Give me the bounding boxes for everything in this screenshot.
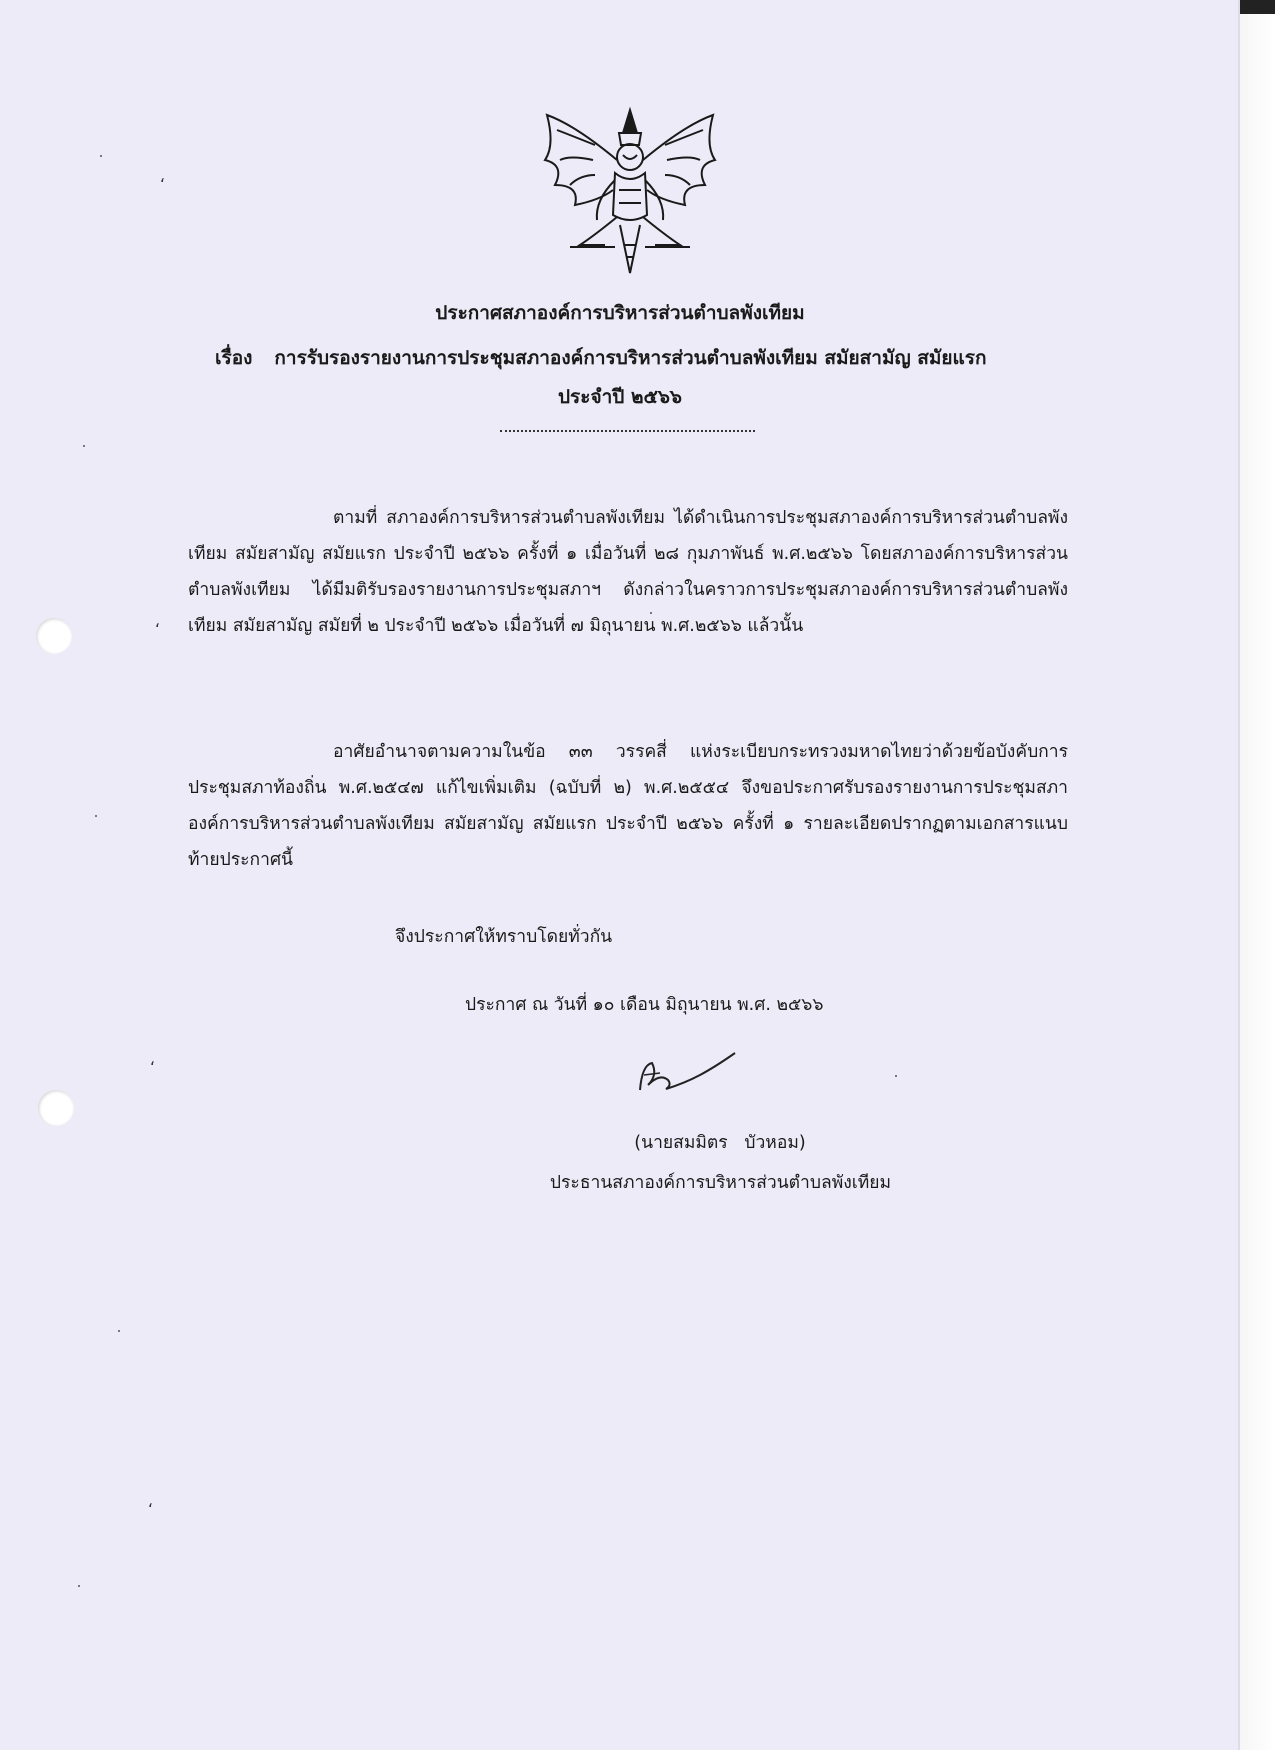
scanner-margin [1240, 0, 1275, 1750]
handwritten-signature [630, 1045, 740, 1100]
subject-label: เรื่อง [215, 347, 253, 369]
paper-speck [118, 1330, 120, 1332]
garuda-emblem-icon [535, 105, 725, 280]
margin-tick: ʻ [148, 1500, 154, 1519]
punch-hole [38, 1090, 74, 1126]
paper-speck [650, 612, 652, 614]
scanner-corner-mark [1240, 0, 1275, 14]
paper-speck [78, 1585, 80, 1587]
paper-speck [83, 445, 85, 447]
punch-hole [36, 618, 72, 654]
paper-speck [100, 155, 102, 157]
subject-text: การรับรองรายงานการประชุมสภาองค์การบริหารส่วนตำบลพังเทียม สมัยสามัญ สมัยแรก [274, 347, 987, 369]
margin-tick: ʻ [155, 620, 161, 639]
subject-line [215, 343, 1075, 373]
signer-name: (นายสมมิตร บัวหอม) [634, 1133, 806, 1153]
paragraph-one-text: ตามที่ สภาองค์การบริหารส่วนตำบลพังเทียม ได้ดำเนินการประชุมสภาองค์การบริหารส่วนตำบลพังเทียม สมัยสามัญ สมัยแรก ประจำปี ๒๕๖๖ ครั้งที่ ๑ เมื่อวันที่ ๒๘ กุมภาพันธ์ พ.ศ.๒๕๖๖ โดยสภาองค์การบริหารส่วนตำบลพังเทียม ได้มีมติรับรองรายงานการประชุมสภาฯ ดังกล่าวในคราวการประชุมสภาองค์การบริหารส่วนตำบลพังเทียม สมัยสามัญ สมัยที่ ๒ ประจำปี ๒๕๖๖ เมื่อวันที่ ๗ มิถุนายน พ.ศ.๒๕๖๖ แล้วนั้น [188, 508, 1068, 636]
paragraph-two-text: อาศัยอำนาจตามความในข้อ ๓๓ วรรคสี่ แห่งระเบียบกระทรวงมหาดไทยว่าด้วยข้อบังคับการประชุมสภาท้องถิ่น พ.ศ.๒๕๔๗ แก้ไขเพิ่มเติม (ฉบับที่ ๒) พ.ศ.๒๕๕๔ จึงขอประกาศรับรองรายงานการประชุมสภาองค์การบริหารส่วนตำบลพังเทียม สมัยสามัญ สมัยแรก ประจำปี ๒๕๖๖ ครั้งที่ ๑ รายละเอียดปรากฏตามเอกสารแนบท้ายประกาศนี้ [188, 742, 1068, 870]
paragraph-two [188, 734, 1068, 878]
margin-tick: ʻ [160, 175, 166, 194]
closing-statement: จึงประกาศให้ทราบโดยทั่วกัน [395, 927, 613, 947]
signer-title: ประธานสภาองค์การบริหารส่วนตำบลพังเทียม [549, 1173, 892, 1193]
subject-year: ประจำปี ๒๕๖๖ [558, 386, 682, 408]
paper-speck [95, 815, 97, 817]
paper-speck [895, 1075, 897, 1077]
announcement-date: ประกาศ ณ วันที่ ๑๐ เดือน มิถุนายน พ.ศ. ๒๕๖๖ [465, 995, 824, 1015]
announcement-title: ประกาศสภาองค์การบริหารส่วนตำบลพังเทียม [435, 302, 805, 324]
paragraph-one [188, 500, 1068, 644]
dotted-divider [500, 430, 755, 432]
margin-tick: ʻ [150, 1058, 156, 1077]
